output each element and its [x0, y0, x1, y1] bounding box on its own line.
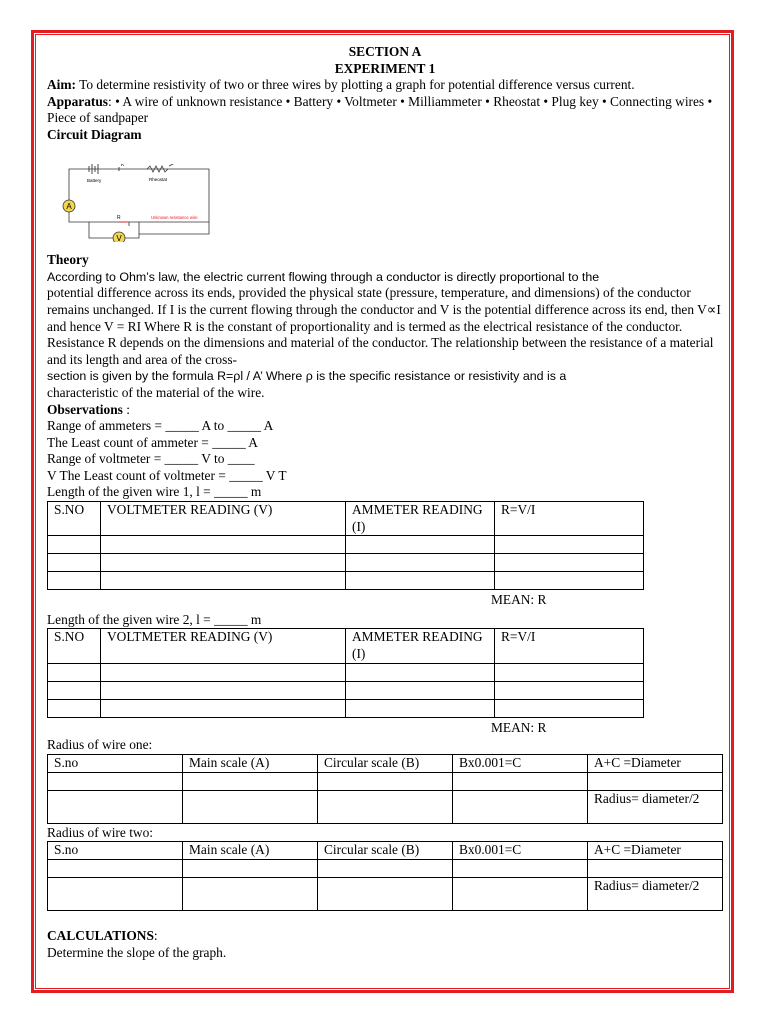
header-diameter: A+C =Diameter	[588, 754, 723, 772]
cell[interactable]	[495, 554, 644, 572]
theory-heading: Theory	[47, 252, 89, 268]
observations	[47, 402, 723, 419]
wire1-length: Length of the given wire 1, l = _____ m	[47, 484, 262, 500]
cell[interactable]	[183, 790, 318, 823]
ammeter-label: A	[66, 201, 72, 211]
cell[interactable]	[453, 878, 588, 911]
table-header-row	[48, 842, 723, 860]
cell[interactable]	[48, 790, 183, 823]
header-circular-scale: Circular scale (B)	[318, 842, 453, 860]
rheostat-label: Rheostat	[149, 176, 168, 182]
cell[interactable]	[48, 572, 101, 590]
cell[interactable]	[48, 681, 101, 699]
battery-label: Battery	[87, 177, 102, 183]
wire1-table	[47, 501, 644, 590]
cell[interactable]	[453, 790, 588, 823]
header-circular-scale: Circular scale (B)	[318, 754, 453, 772]
wire-label: Unknown resistance wire	[151, 214, 198, 220]
cell[interactable]	[346, 554, 495, 572]
section-title: SECTION A	[348, 44, 422, 59]
calculations-label: CALCULATIONS	[47, 928, 154, 944]
table-header-row	[48, 629, 644, 663]
radius1-label: Radius of wire one:	[47, 737, 153, 753]
theory-line-formula: section is given by the formula R=ρl / A’ Where ρ is the specific resistance or resistivity and is a	[47, 369, 567, 384]
aim-label: Aim:	[47, 77, 77, 93]
table-row	[48, 860, 723, 878]
radius2-table	[47, 841, 723, 911]
table-row	[48, 699, 644, 717]
cell[interactable]	[318, 860, 453, 878]
radius2-label: Radius of wire two:	[47, 824, 153, 840]
cell[interactable]	[588, 772, 723, 790]
apparatus	[47, 94, 723, 127]
header-sno: S.NO	[48, 502, 101, 536]
header-sno: S.no	[48, 842, 183, 860]
cell[interactable]	[101, 572, 346, 590]
header-main-scale: Main scale (A)	[183, 842, 318, 860]
obs-voltmeter-range: Range of voltmeter = _____ V to ____	[47, 451, 255, 467]
header-voltmeter: VOLTMETER READING (V)	[101, 502, 346, 536]
table-header-row	[48, 754, 723, 772]
calculations-colon: :	[153, 928, 158, 944]
header-r: R=V/I	[495, 629, 644, 663]
resistor-label: R	[117, 214, 121, 221]
observations-colon: :	[122, 401, 130, 417]
header-sno: S.no	[48, 754, 183, 772]
cell[interactable]	[183, 878, 318, 911]
cell[interactable]	[101, 663, 346, 681]
cell[interactable]	[318, 790, 453, 823]
obs-ammeter-lc: The Least count of ammeter = _____ A	[47, 434, 258, 450]
cell[interactable]	[101, 681, 346, 699]
circuit-heading: Circuit Diagram	[47, 126, 142, 142]
header-diameter: A+C =Diameter	[588, 842, 723, 860]
cell[interactable]	[48, 554, 101, 572]
cell[interactable]	[346, 663, 495, 681]
mean-r-1: MEAN: R	[491, 592, 547, 608]
cell[interactable]	[495, 536, 644, 554]
wire2-table	[47, 628, 644, 717]
cell[interactable]	[48, 699, 101, 717]
cell[interactable]	[346, 572, 495, 590]
table-header-row	[48, 502, 644, 536]
obs-voltmeter-lc: V The Least count of voltmeter = _____ V T	[47, 467, 287, 483]
table-row	[48, 663, 644, 681]
cell[interactable]	[183, 772, 318, 790]
radius-formula: Radius= diameter/2	[588, 878, 723, 911]
cell[interactable]	[48, 772, 183, 790]
apparatus-label: Apparatus	[47, 93, 109, 109]
key-label: K	[121, 163, 125, 168]
experiment-title: EXPERIMENT 1	[334, 60, 436, 76]
header-ammeter: AMMETER READING (I)	[346, 502, 495, 536]
cell[interactable]	[346, 699, 495, 717]
circuit-diagram	[59, 164, 211, 242]
cell[interactable]	[48, 536, 101, 554]
cell[interactable]	[346, 681, 495, 699]
voltmeter-label: V	[116, 233, 122, 242]
mean-r-2: MEAN: R	[491, 719, 547, 735]
wire2-length: Length of the given wire 2, l = _____ m	[47, 611, 262, 627]
cell[interactable]	[101, 536, 346, 554]
aim	[47, 77, 723, 94]
header-sno: S.NO	[48, 629, 101, 663]
cell[interactable]	[318, 772, 453, 790]
cell[interactable]	[48, 878, 183, 911]
radius1-table	[47, 754, 723, 824]
theory-line-1: According to Ohm’s law, the electric current flowing through a conductor is directly proportional to the	[47, 269, 600, 284]
observations-label: Observations	[47, 401, 123, 417]
theory-body: potential difference across its ends, provided the physical state (pressure, temperature, and dimensions) of the conductor remains unchanged. If I is the current flowing through the conductor and V is the potential difference across its end, then V∝I and hence V = RI Where R is the constant of proportionality and is termed as the electrical resistance of the conductor. Resistance R depends on the dimensions and material of the conductor. The relationship between the resistance of a material and its length and area of the cross-	[47, 285, 721, 367]
table-row	[48, 554, 644, 572]
table-row	[48, 790, 723, 823]
header-r: R=V/I	[495, 502, 644, 536]
cell[interactable]	[101, 554, 346, 572]
theory-line-end: characteristic of the material of the wire.	[47, 384, 265, 400]
cell[interactable]	[495, 663, 644, 681]
worksheet	[47, 44, 723, 962]
cell[interactable]	[48, 663, 101, 681]
cell[interactable]	[346, 536, 495, 554]
cell[interactable]	[588, 860, 723, 878]
cell[interactable]	[495, 572, 644, 590]
table-row	[48, 572, 644, 590]
cell[interactable]	[495, 681, 644, 699]
header-bx: Bx0.001=C	[453, 842, 588, 860]
header-main-scale: Main scale (A)	[183, 754, 318, 772]
cell[interactable]	[495, 699, 644, 717]
calculations-text: Determine the slope of the graph.	[47, 945, 227, 960]
cell[interactable]	[453, 772, 588, 790]
obs-ammeter-range: Range of ammeters = _____ A to _____ A	[47, 418, 274, 434]
calculations	[47, 928, 723, 945]
cell[interactable]	[453, 860, 588, 878]
cell[interactable]	[48, 860, 183, 878]
aim-text: To determine resistivity of two or three wires by plotting a graph for potential difference versus current.	[76, 77, 635, 93]
apparatus-text: : • A wire of unknown resistance • Battery • Voltmeter • Milliammeter • Rheostat • Plug key • Connecting wires • Piece of sandpaper	[47, 93, 713, 126]
table-row	[48, 681, 644, 699]
cell[interactable]	[318, 878, 453, 911]
header-ammeter: AMMETER READING (I)	[346, 629, 495, 663]
table-row	[48, 878, 723, 911]
cell[interactable]	[183, 860, 318, 878]
cell[interactable]	[101, 699, 346, 717]
table-row	[48, 772, 723, 790]
table-row	[48, 536, 644, 554]
header-bx: Bx0.001=C	[453, 754, 588, 772]
radius-formula: Radius= diameter/2	[588, 790, 723, 823]
header-voltmeter: VOLTMETER READING (V)	[101, 629, 346, 663]
